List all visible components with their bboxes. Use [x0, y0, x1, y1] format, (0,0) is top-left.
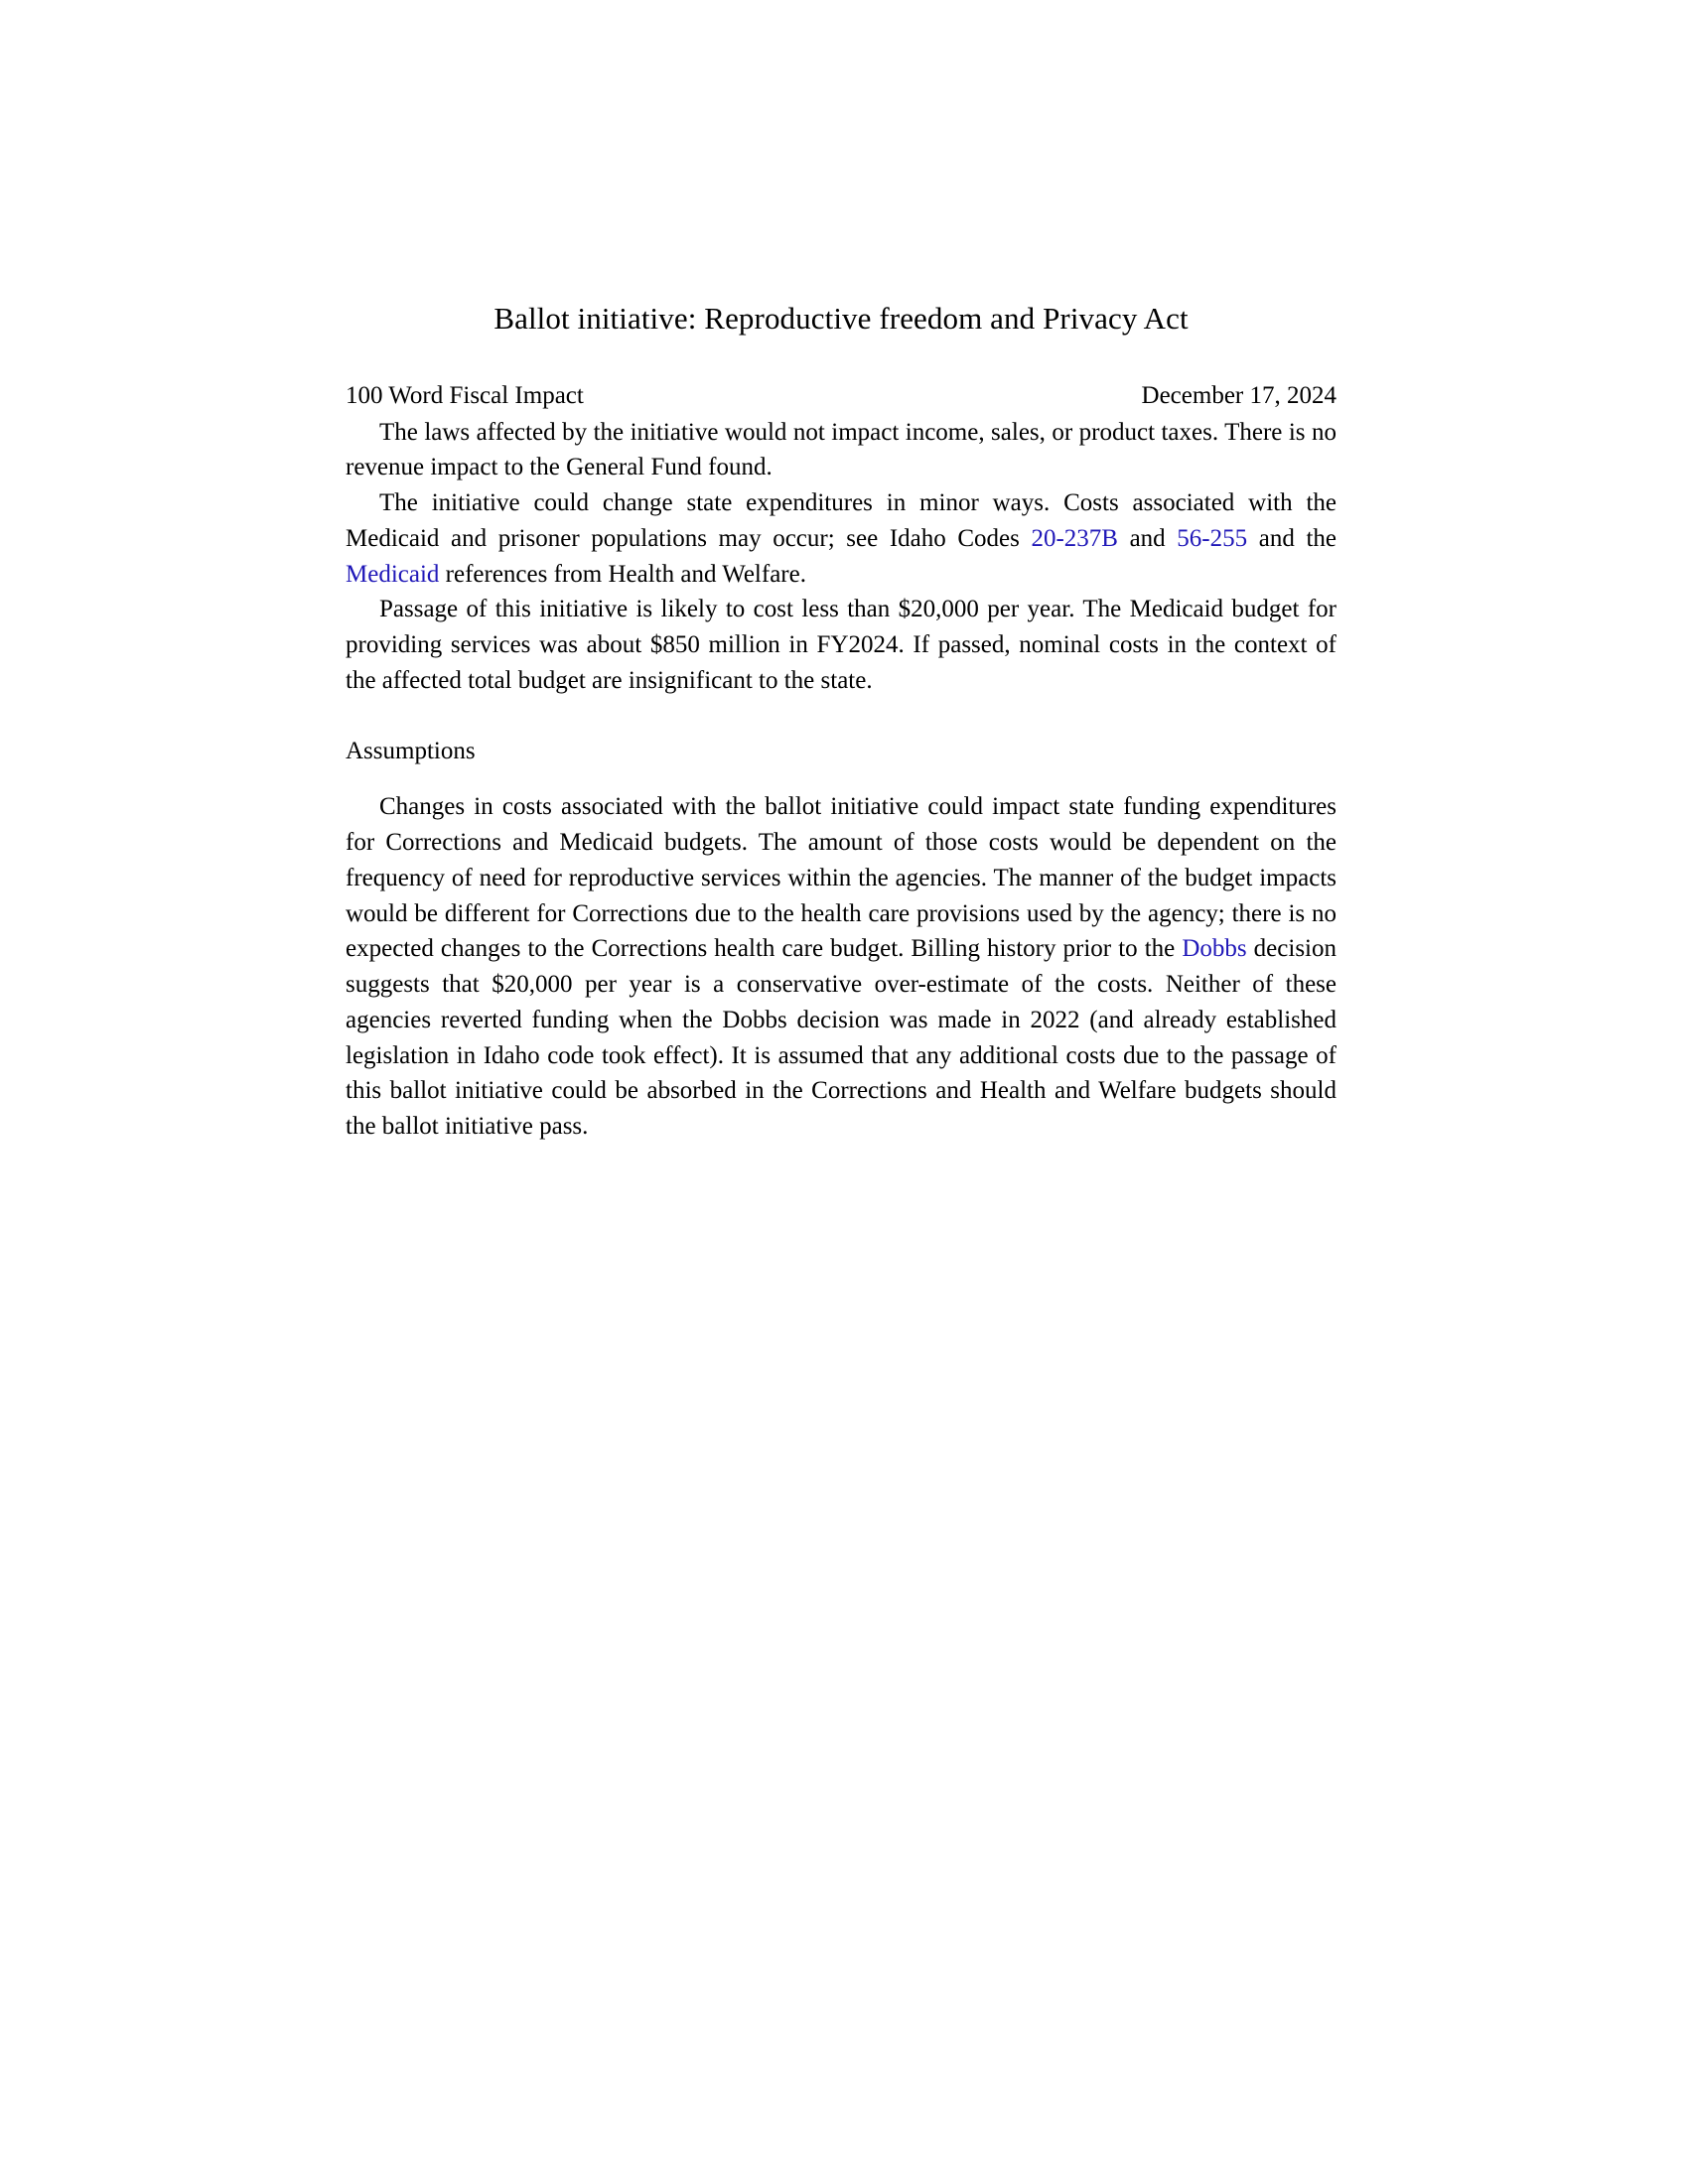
paragraph-laws-affected: The laws affected by the initiative would not impact income, sales, or product taxes. There is no revenue impact to the General Fund found. — [346, 418, 1336, 481]
inline-link[interactable]: Medicaid — [346, 560, 440, 588]
inline-link[interactable]: Dobbs — [1182, 935, 1247, 963]
inline-link[interactable]: 56-255 — [1177, 524, 1248, 552]
paragraph-passage-cost: Passage of this initiative is likely to cost less than $20,000 per year. The Medicaid budget for providing services was about $850 million in FY2024. If passed, nominal costs in the context of the affected total budget are insignificant to the state. — [346, 596, 1336, 694]
fiscal-impact-label: 100 Word Fiscal Impact — [346, 381, 584, 409]
inline-link[interactable]: 20-237B — [1031, 524, 1118, 552]
page-title: Ballot initiative: Reproductive freedom and Privacy Act — [493, 301, 1189, 336]
paragraph-state-expenditures: The initiative could change state expenditures in minor ways. Costs associated with the Medicaid and prisoner populations may occur; see Idaho Codes 20-237B and 56-255 and the Medicaid references from Health and Welfare. — [346, 489, 1336, 588]
document-content — [346, 298, 1336, 1145]
paragraph-assumptions-body: Changes in costs associated with the ballot initiative could impact state funding expenditures for Corrections and Medicaid budgets. The amount of those costs would be dependent on the frequency of need for reproductive services within the agencies. The manner of the budget impacts would be different for Corrections due to the health care provisions used by the agency; there is no expected changes to the Corrections health care budget. Billing history prior to the Dobbs decision suggests that $20,000 per year is a conservative over-estimate of the costs. Neither of these agencies reverted funding when the Dobbs decision was made in 2022 (and already established legislation in Idaho code took effect). It is assumed that any additional costs due to the passage of this ballot initiative could be absorbed in the Corrections and Health and Welfare budgets should the ballot initiative pass. — [346, 793, 1336, 1141]
document-meta-row — [346, 379, 1336, 413]
section-heading-assumptions: Assumptions — [346, 737, 476, 764]
document-date: December 17, 2024 — [1141, 381, 1336, 409]
